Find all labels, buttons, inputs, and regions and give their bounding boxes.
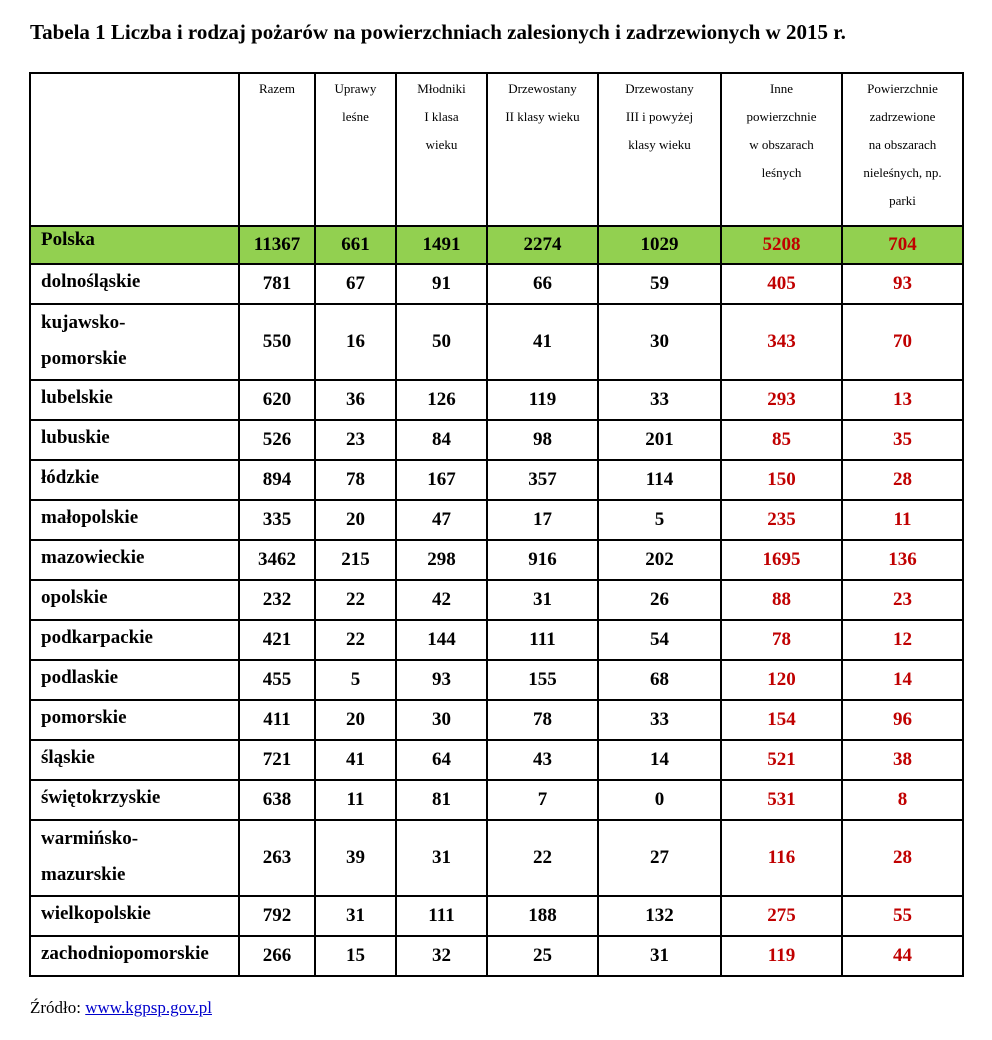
table-row xyxy=(30,620,963,660)
value-cell: 54 xyxy=(598,620,721,660)
value-cell: 96 xyxy=(842,700,963,740)
value-cell: 44 xyxy=(842,936,963,976)
value-cell: 11367 xyxy=(239,226,315,264)
region-name: podkarpackie xyxy=(30,620,239,660)
column-header: Powierzchnie zadrzewione na obszarach nieleśnych, np. parki xyxy=(842,73,963,226)
value-cell: 638 xyxy=(239,780,315,820)
value-cell: 22 xyxy=(487,820,598,896)
value-cell: 64 xyxy=(396,740,487,780)
value-cell: 411 xyxy=(239,700,315,740)
table-row xyxy=(30,820,963,896)
value-cell: 550 xyxy=(239,304,315,380)
region-name: dolnośląskie xyxy=(30,264,239,304)
value-cell: 55 xyxy=(842,896,963,936)
table-row xyxy=(30,700,963,740)
value-cell: 155 xyxy=(487,660,598,700)
table-row xyxy=(30,580,963,620)
value-cell: 126 xyxy=(396,380,487,420)
value-cell: 68 xyxy=(598,660,721,700)
value-cell: 70 xyxy=(842,304,963,380)
value-cell: 13 xyxy=(842,380,963,420)
value-cell: 30 xyxy=(598,304,721,380)
value-cell: 81 xyxy=(396,780,487,820)
value-cell: 35 xyxy=(842,420,963,460)
value-cell: 31 xyxy=(396,820,487,896)
value-cell: 781 xyxy=(239,264,315,304)
value-cell: 93 xyxy=(842,264,963,304)
value-cell: 275 xyxy=(721,896,842,936)
region-name: śląskie xyxy=(30,740,239,780)
value-cell: 5 xyxy=(598,500,721,540)
region-name: lubelskie xyxy=(30,380,239,420)
value-cell: 28 xyxy=(842,820,963,896)
table-row xyxy=(30,264,963,304)
value-cell: 188 xyxy=(487,896,598,936)
value-cell: 1695 xyxy=(721,540,842,580)
value-cell: 88 xyxy=(721,580,842,620)
value-cell: 84 xyxy=(396,420,487,460)
value-cell: 11 xyxy=(842,500,963,540)
value-cell: 59 xyxy=(598,264,721,304)
value-cell: 23 xyxy=(315,420,396,460)
value-cell: 116 xyxy=(721,820,842,896)
value-cell: 111 xyxy=(396,896,487,936)
table-row xyxy=(30,420,963,460)
value-cell: 67 xyxy=(315,264,396,304)
value-cell: 85 xyxy=(721,420,842,460)
column-header: Uprawy leśne xyxy=(315,73,396,226)
source-label: Źródło: xyxy=(30,998,86,1017)
value-cell: 31 xyxy=(487,580,598,620)
table-title: Tabela 1 Liczba i rodzaj pożarów na powierzchniach zalesionych i zadrzewionych w 2015 r. xyxy=(30,20,846,44)
value-cell: 31 xyxy=(315,896,396,936)
value-cell: 38 xyxy=(842,740,963,780)
region-name: świętokrzyskie xyxy=(30,780,239,820)
value-cell: 78 xyxy=(315,460,396,500)
value-cell: 2274 xyxy=(487,226,598,264)
value-cell: 20 xyxy=(315,700,396,740)
value-cell: 704 xyxy=(842,226,963,264)
value-cell: 144 xyxy=(396,620,487,660)
table-row xyxy=(30,660,963,700)
value-cell: 232 xyxy=(239,580,315,620)
region-name: kujawsko- pomorskie xyxy=(30,304,239,380)
column-header: Inne powierzchnie w obszarach leśnych xyxy=(721,73,842,226)
value-cell: 17 xyxy=(487,500,598,540)
value-cell: 32 xyxy=(396,936,487,976)
column-header: Razem xyxy=(239,73,315,226)
fires-table xyxy=(29,72,964,977)
table-row xyxy=(30,380,963,420)
region-name: łódzkie xyxy=(30,460,239,500)
value-cell: 47 xyxy=(396,500,487,540)
region-name: lubuskie xyxy=(30,420,239,460)
value-cell: 215 xyxy=(315,540,396,580)
region-name: pomorskie xyxy=(30,700,239,740)
value-cell: 39 xyxy=(315,820,396,896)
source-link[interactable]: www.kgpsp.gov.pl xyxy=(85,998,212,1017)
value-cell: 894 xyxy=(239,460,315,500)
value-cell: 5208 xyxy=(721,226,842,264)
value-cell: 78 xyxy=(487,700,598,740)
region-name: warmińsko- mazurskie xyxy=(30,820,239,896)
total-name: Polska xyxy=(30,226,239,264)
value-cell: 98 xyxy=(487,420,598,460)
table-row xyxy=(30,540,963,580)
value-cell: 41 xyxy=(487,304,598,380)
value-cell: 12 xyxy=(842,620,963,660)
value-cell: 620 xyxy=(239,380,315,420)
value-cell: 201 xyxy=(598,420,721,460)
value-cell: 27 xyxy=(598,820,721,896)
value-cell: 1029 xyxy=(598,226,721,264)
value-cell: 93 xyxy=(396,660,487,700)
source-note xyxy=(30,998,212,1018)
column-header: Drzewostany III i powyżej klasy wieku xyxy=(598,73,721,226)
region-name: opolskie xyxy=(30,580,239,620)
value-cell: 202 xyxy=(598,540,721,580)
value-cell: 22 xyxy=(315,580,396,620)
value-cell: 7 xyxy=(487,780,598,820)
value-cell: 405 xyxy=(721,264,842,304)
value-cell: 167 xyxy=(396,460,487,500)
value-cell: 335 xyxy=(239,500,315,540)
region-name: mazowieckie xyxy=(30,540,239,580)
value-cell: 916 xyxy=(487,540,598,580)
value-cell: 28 xyxy=(842,460,963,500)
value-cell: 263 xyxy=(239,820,315,896)
table-row xyxy=(30,304,963,380)
value-cell: 26 xyxy=(598,580,721,620)
table-row xyxy=(30,936,963,976)
header-corner xyxy=(30,73,239,226)
value-cell: 41 xyxy=(315,740,396,780)
column-header: Drzewostany II klasy wieku xyxy=(487,73,598,226)
value-cell: 36 xyxy=(315,380,396,420)
value-cell: 136 xyxy=(842,540,963,580)
value-cell: 0 xyxy=(598,780,721,820)
table-row xyxy=(30,460,963,500)
table-row xyxy=(30,500,963,540)
value-cell: 66 xyxy=(487,264,598,304)
value-cell: 5 xyxy=(315,660,396,700)
value-cell: 455 xyxy=(239,660,315,700)
value-cell: 521 xyxy=(721,740,842,780)
value-cell: 25 xyxy=(487,936,598,976)
table-row xyxy=(30,896,963,936)
value-cell: 154 xyxy=(721,700,842,740)
value-cell: 235 xyxy=(721,500,842,540)
value-cell: 31 xyxy=(598,936,721,976)
value-cell: 42 xyxy=(396,580,487,620)
region-name: małopolskie xyxy=(30,500,239,540)
value-cell: 33 xyxy=(598,380,721,420)
value-cell: 43 xyxy=(487,740,598,780)
table-row xyxy=(30,780,963,820)
value-cell: 22 xyxy=(315,620,396,660)
header-row xyxy=(30,73,963,226)
value-cell: 3462 xyxy=(239,540,315,580)
column-header: Młodniki I klasa wieku xyxy=(396,73,487,226)
value-cell: 11 xyxy=(315,780,396,820)
value-cell: 119 xyxy=(487,380,598,420)
region-name: zachodniopomorskie xyxy=(30,936,239,976)
value-cell: 421 xyxy=(239,620,315,660)
value-cell: 119 xyxy=(721,936,842,976)
value-cell: 293 xyxy=(721,380,842,420)
value-cell: 132 xyxy=(598,896,721,936)
region-name: wielkopolskie xyxy=(30,896,239,936)
value-cell: 114 xyxy=(598,460,721,500)
total-row xyxy=(30,226,963,264)
value-cell: 16 xyxy=(315,304,396,380)
value-cell: 20 xyxy=(315,500,396,540)
value-cell: 343 xyxy=(721,304,842,380)
value-cell: 15 xyxy=(315,936,396,976)
table-row xyxy=(30,740,963,780)
value-cell: 298 xyxy=(396,540,487,580)
value-cell: 661 xyxy=(315,226,396,264)
value-cell: 8 xyxy=(842,780,963,820)
value-cell: 792 xyxy=(239,896,315,936)
value-cell: 78 xyxy=(721,620,842,660)
value-cell: 14 xyxy=(598,740,721,780)
value-cell: 14 xyxy=(842,660,963,700)
value-cell: 721 xyxy=(239,740,315,780)
value-cell: 23 xyxy=(842,580,963,620)
region-name: podlaskie xyxy=(30,660,239,700)
table-body xyxy=(30,226,963,976)
value-cell: 30 xyxy=(396,700,487,740)
value-cell: 266 xyxy=(239,936,315,976)
value-cell: 91 xyxy=(396,264,487,304)
value-cell: 120 xyxy=(721,660,842,700)
value-cell: 531 xyxy=(721,780,842,820)
value-cell: 150 xyxy=(721,460,842,500)
value-cell: 50 xyxy=(396,304,487,380)
value-cell: 526 xyxy=(239,420,315,460)
value-cell: 357 xyxy=(487,460,598,500)
value-cell: 1491 xyxy=(396,226,487,264)
value-cell: 33 xyxy=(598,700,721,740)
value-cell: 111 xyxy=(487,620,598,660)
